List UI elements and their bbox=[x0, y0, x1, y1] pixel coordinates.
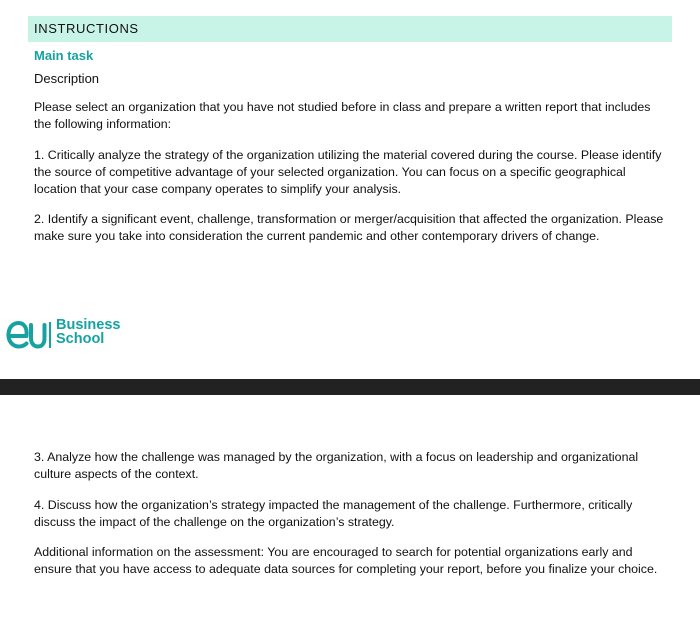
logo-line-school: School bbox=[56, 331, 105, 347]
description-label: Description bbox=[34, 71, 100, 86]
instructions-title: INSTRUCTIONS bbox=[34, 21, 139, 36]
logo-wordmark bbox=[56, 318, 120, 346]
instruction-item-2: 2. Identify a significant event, challenge, transformation or merger/acquisition that affected the organization. Please make sure you take into consideration the current pandemic and other contemporary drivers of change. bbox=[34, 212, 664, 243]
additional-info-paragraph: Additional information on the assessment: You are encouraged to search for potential organizations early and ensure that you have access to adequate data sources for completing your report, before you finalize your choice. bbox=[34, 545, 658, 576]
instruction-item-1: 1. Critically analyze the strategy of the organization utilizing the material covered during the course. Please identify the source of competitive advantage of your selected organization. You can focus on a specific geographical location that your case company operates to simplify your analysis. bbox=[34, 148, 662, 196]
intro-paragraph: Please select an organization that you have not studied before in class and prepare a written report that includes the following information: bbox=[34, 100, 651, 131]
instruction-item-3: 3. Analyze how the challenge was managed by the organization, with a focus on leadership and organizational culture aspects of the context. bbox=[34, 450, 639, 481]
instructions-header bbox=[28, 16, 672, 42]
eu-logo-mark-icon bbox=[4, 312, 52, 352]
instruction-item-4: 4. Discuss how the organization’s strategy impacted the management of the challenge. Furthermore, critically discuss the impact of the challenge on the organization’s strategy. bbox=[34, 498, 633, 529]
logo-line-business: Business bbox=[56, 317, 121, 333]
main-task-heading: Main task bbox=[34, 48, 94, 63]
eu-business-school-logo bbox=[4, 312, 120, 352]
page-divider bbox=[0, 379, 700, 395]
